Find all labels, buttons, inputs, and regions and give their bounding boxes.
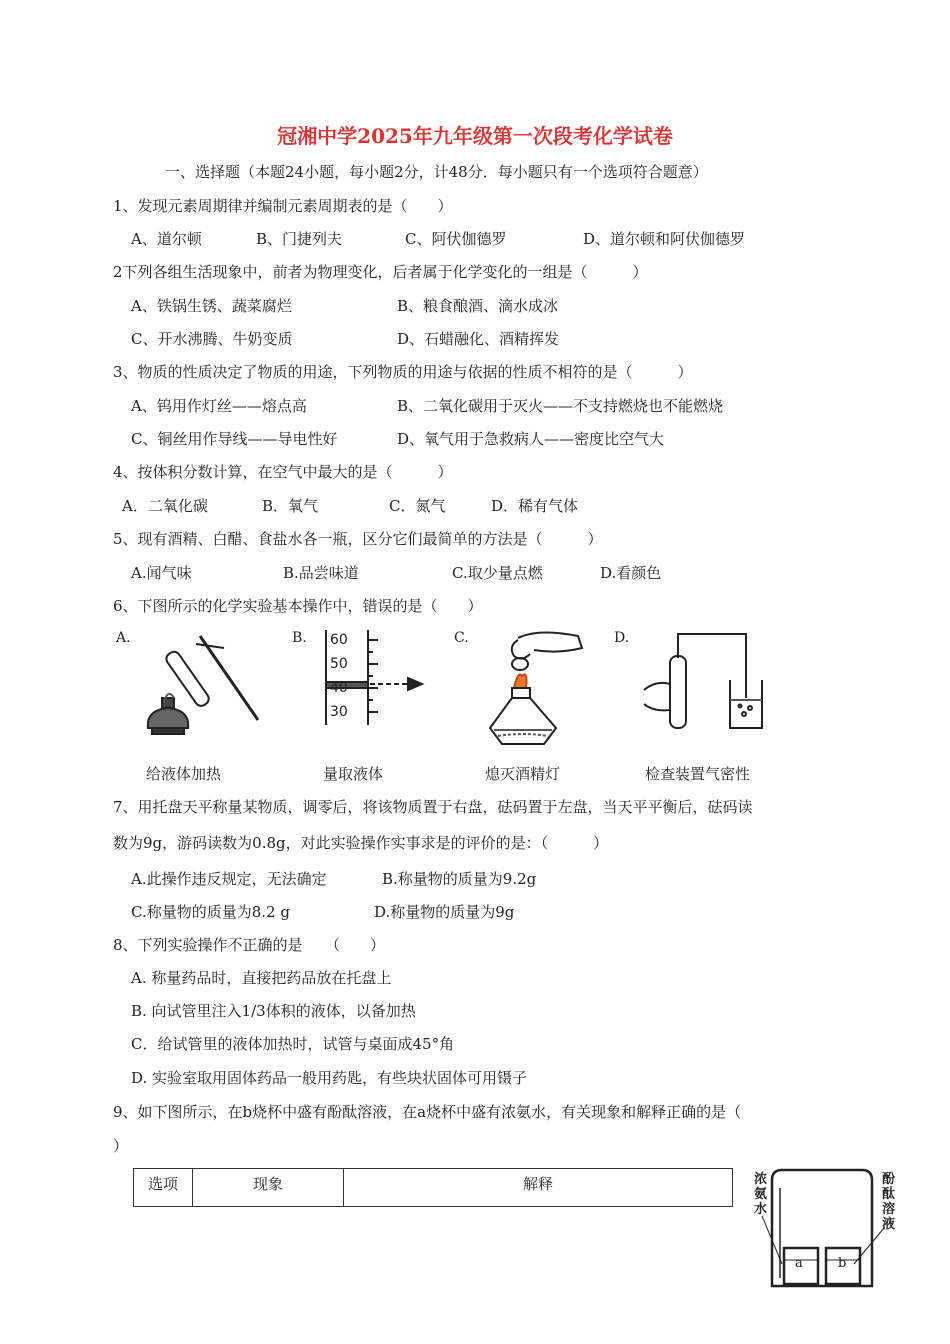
exam-title: 冠湘中学2025年九年级第一次段考化学试卷 xyxy=(277,124,673,148)
q1-stem: 1、发现元素周期律并编制元素周期表的是（ ） xyxy=(113,197,453,215)
q6-caption-a: 给液体加热 xyxy=(146,765,222,783)
q4-stem: 4、按体积分数计算，在空气中最大的是（ ） xyxy=(113,463,453,481)
alcohol-lamp-figure xyxy=(478,628,593,753)
q5-option-b[interactable]: B.品尝味道 xyxy=(283,564,359,582)
table-header-phenomenon: 现象 xyxy=(193,1169,344,1207)
q8-option-d[interactable]: D. 实验室取用固体药品一般用药匙，有些块状固体可用镊子 xyxy=(131,1069,528,1087)
q4-option-b[interactable]: B．氧气 xyxy=(262,497,319,515)
q6-stem: 6、下图所示的化学实验基本操作中，错误的是（ ） xyxy=(113,597,483,615)
q3-option-b[interactable]: B、二氧化碳用于灭火——不支持燃烧也不能燃烧 xyxy=(397,397,724,415)
airtightness-figure xyxy=(640,628,770,743)
heating-liquid-figure xyxy=(140,628,270,743)
q2-option-b[interactable]: B、粮食酿酒、滴水成冰 xyxy=(397,297,559,315)
table-header-option: 选项 xyxy=(134,1169,193,1207)
q6-caption-d: 检查装置气密性 xyxy=(645,765,751,783)
q7-option-d[interactable]: D.称量物的质量为9g xyxy=(374,903,515,921)
q2-option-d[interactable]: D、石蜡融化、酒精挥发 xyxy=(397,330,560,348)
q7-option-b[interactable]: B.称量物的质量为9.2g xyxy=(382,870,537,888)
q8-stem: 8、下列实验操作不正确的是 （ ） xyxy=(113,936,386,954)
q1-option-c[interactable]: C、阿伏伽德罗 xyxy=(405,230,507,248)
tick-40: 40 xyxy=(330,680,348,696)
q6-label-b[interactable]: B. xyxy=(292,630,307,646)
q6-caption-c: 熄灭酒精灯 xyxy=(485,765,561,783)
q2-option-a[interactable]: A、铁锅生锈、蔬菜腐烂 xyxy=(131,297,292,315)
ammonia-label: 浓氨水 xyxy=(754,1172,768,1217)
q9-stem-line1: 9、如下图所示，在b烧杯中盛有酚酞溶液，在a烧杯中盛有浓氨水，有关现象和解释正确的是（ xyxy=(113,1103,742,1121)
q8-option-b[interactable]: B. 向试管里注入1/3体积的液体，以备加热 xyxy=(131,1002,416,1020)
q3-option-d[interactable]: D、氧气用于急救病人——密度比空气大 xyxy=(397,430,665,448)
q3-option-a[interactable]: A、钨用作灯丝——熔点高 xyxy=(131,397,307,415)
q4-option-c[interactable]: C．氮气 xyxy=(389,497,446,515)
tick-50: 50 xyxy=(330,656,348,672)
q7-option-a[interactable]: A.此操作违反规定，无法确定 xyxy=(131,870,327,888)
q8-option-c[interactable]: C．给试管里的液体加热时，试管与桌面成45°角 xyxy=(131,1035,455,1053)
q6-label-c[interactable]: C. xyxy=(454,630,469,646)
q6-label-a[interactable]: A. xyxy=(116,630,131,646)
table-header-explanation: 解释 xyxy=(344,1169,733,1207)
q1-option-a[interactable]: A、道尔顿 xyxy=(131,230,202,248)
q6-caption-b: 量取液体 xyxy=(323,765,384,783)
q1-option-b[interactable]: B、门捷列夫 xyxy=(256,230,343,248)
q4-option-d[interactable]: D．稀有气体 xyxy=(491,497,579,515)
q7-option-c[interactable]: C.称量物的质量为8.2 g xyxy=(131,903,290,921)
table-row xyxy=(134,1169,733,1207)
q2-stem: 2下列各组生活现象中，前者为物理变化，后者属于化学变化的一组是（ ） xyxy=(113,263,648,281)
beaker-b-label: b xyxy=(838,1256,847,1271)
phenolphthalein-label: 酚酞溶液 xyxy=(882,1172,896,1232)
q2-option-c[interactable]: C、开水沸腾、牛奶变质 xyxy=(131,330,293,348)
q5-option-a[interactable]: A.闻气味 xyxy=(131,564,192,582)
q3-option-c[interactable]: C、铜丝用作导线——导电性好 xyxy=(131,430,338,448)
q3-stem: 3、物质的性质决定了物质的用途，下列物质的用途与依据的性质不相符的是（ ） xyxy=(113,363,693,381)
q5-option-d[interactable]: D.看颜色 xyxy=(600,564,662,582)
tick-60: 60 xyxy=(330,632,348,648)
q5-option-c[interactable]: C.取少量点燃 xyxy=(452,564,543,582)
measuring-cylinder-figure xyxy=(318,630,428,730)
q4-option-a[interactable]: A．二氧化碳 xyxy=(122,497,208,515)
q7-stem-line1: 7、用托盘天平称量某物质，调零后，将该物质置于右盘，砝码置于左盘，当天平平衡后，砝码读 xyxy=(113,798,753,816)
section-heading: 一、选择题（本题24小题，每小题2分，计48分．每小题只有一个选项符合题意） xyxy=(165,163,708,181)
q9-answer-table xyxy=(133,1168,733,1207)
q9-stem-line2: ） xyxy=(113,1137,129,1155)
q6-label-d[interactable]: D. xyxy=(614,630,630,646)
q8-option-a[interactable]: A. 称量药品时，直接把药品放在托盘上 xyxy=(131,969,392,987)
q7-stem-line2: 数为9g，游码读数为0.8g，对此实验操作实事求是的评价的是：（ ） xyxy=(113,834,609,852)
beaker-a-label: a xyxy=(795,1256,803,1271)
q1-option-d[interactable]: D、道尔顿和阿伏伽德罗 xyxy=(583,230,746,248)
q5-stem: 5、现有酒精、白醋、食盐水各一瓶，区分它们最简单的方法是（ ） xyxy=(113,530,603,548)
tick-30: 30 xyxy=(330,704,348,720)
